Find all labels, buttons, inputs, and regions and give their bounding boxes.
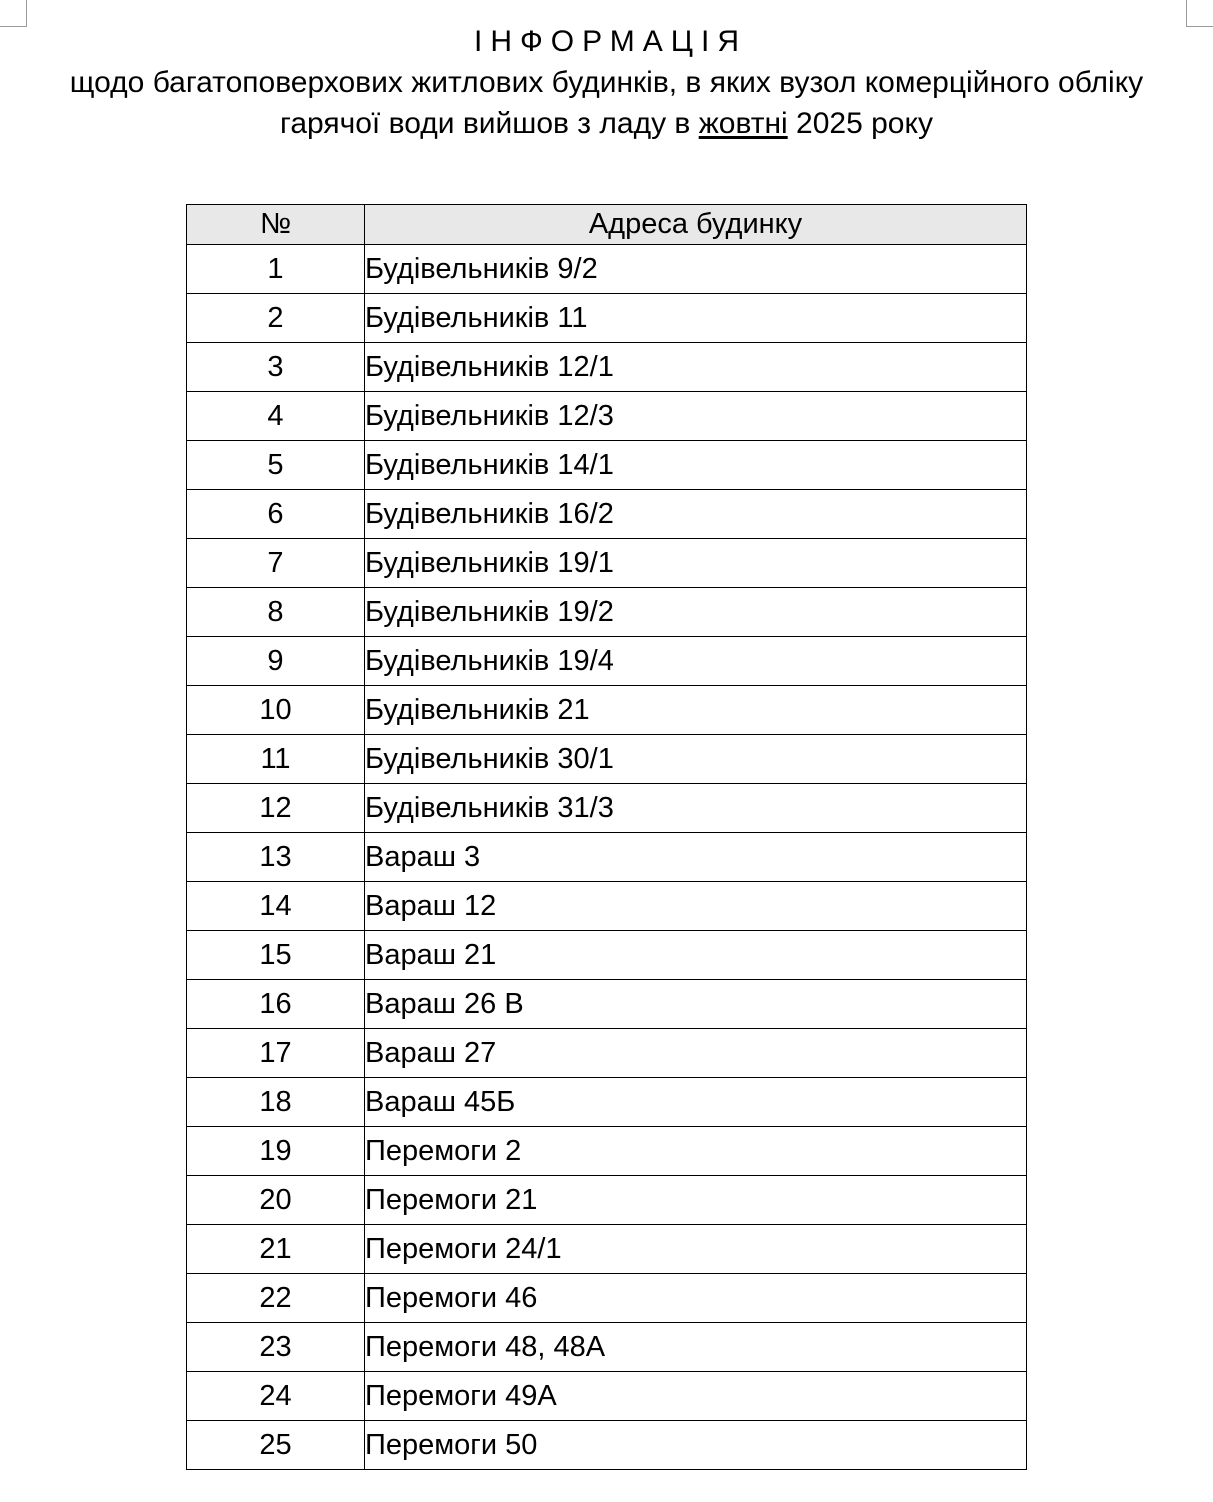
table-row bbox=[187, 1421, 1027, 1470]
row-number-cell: 6 bbox=[187, 490, 365, 539]
row-address-cell: Вараш 21 bbox=[365, 931, 1027, 980]
row-address-cell: Будівельників 21 bbox=[365, 686, 1027, 735]
row-address-cell: Перемоги 21 bbox=[365, 1176, 1027, 1225]
row-number-cell: 1 bbox=[187, 245, 365, 294]
row-number-cell: 17 bbox=[187, 1029, 365, 1078]
table-row bbox=[187, 784, 1027, 833]
table-row bbox=[187, 539, 1027, 588]
row-number-cell: 4 bbox=[187, 392, 365, 441]
row-address-cell: Вараш 26 В bbox=[365, 980, 1027, 1029]
row-number-cell: 11 bbox=[187, 735, 365, 784]
row-number-cell: 19 bbox=[187, 1127, 365, 1176]
row-address-cell: Будівельників 12/1 bbox=[365, 343, 1027, 392]
row-number-cell: 23 bbox=[187, 1323, 365, 1372]
table-row bbox=[187, 1225, 1027, 1274]
buildings-table bbox=[186, 204, 1027, 1470]
row-number-cell: 21 bbox=[187, 1225, 365, 1274]
column-header-address: Адреса будинку bbox=[365, 205, 1027, 245]
row-number-cell: 3 bbox=[187, 343, 365, 392]
table-row bbox=[187, 1176, 1027, 1225]
row-address-cell: Будівельників 30/1 bbox=[365, 735, 1027, 784]
subtitle-text-after-month: 2025 року bbox=[787, 107, 933, 140]
row-address-cell: Будівельників 19/1 bbox=[365, 539, 1027, 588]
row-address-cell: Будівельників 12/3 bbox=[365, 392, 1027, 441]
table-row bbox=[187, 392, 1027, 441]
row-address-cell: Перемоги 48, 48А bbox=[365, 1323, 1027, 1372]
table-row bbox=[187, 245, 1027, 294]
table-row bbox=[187, 833, 1027, 882]
table-row bbox=[187, 882, 1027, 931]
row-number-cell: 7 bbox=[187, 539, 365, 588]
row-number-cell: 18 bbox=[187, 1078, 365, 1127]
table-row bbox=[187, 735, 1027, 784]
row-number-cell: 14 bbox=[187, 882, 365, 931]
table-row bbox=[187, 1029, 1027, 1078]
row-address-cell: Перемоги 49А bbox=[365, 1372, 1027, 1421]
subtitle-text-before-month: гарячої води вийшов з ладу в bbox=[280, 107, 699, 140]
row-number-cell: 12 bbox=[187, 784, 365, 833]
row-number-cell: 22 bbox=[187, 1274, 365, 1323]
row-address-cell: Вараш 12 bbox=[365, 882, 1027, 931]
row-number-cell: 2 bbox=[187, 294, 365, 343]
row-number-cell: 20 bbox=[187, 1176, 365, 1225]
row-number-cell: 24 bbox=[187, 1372, 365, 1421]
table-row bbox=[187, 343, 1027, 392]
row-number-cell: 15 bbox=[187, 931, 365, 980]
row-number-cell: 13 bbox=[187, 833, 365, 882]
row-address-cell: Перемоги 46 bbox=[365, 1274, 1027, 1323]
table-header-row bbox=[187, 205, 1027, 245]
table-row bbox=[187, 588, 1027, 637]
row-address-cell: Будівельників 11 bbox=[365, 294, 1027, 343]
subtitle-month: жовтні bbox=[698, 107, 788, 140]
row-address-cell: Будівельників 9/2 bbox=[365, 245, 1027, 294]
table-row bbox=[187, 637, 1027, 686]
row-number-cell: 5 bbox=[187, 441, 365, 490]
document-heading bbox=[0, 22, 1213, 144]
table-row bbox=[187, 1127, 1027, 1176]
table-row bbox=[187, 294, 1027, 343]
row-address-cell: Будівельників 19/4 bbox=[365, 637, 1027, 686]
table-row bbox=[187, 1323, 1027, 1372]
row-address-cell: Вараш 27 bbox=[365, 1029, 1027, 1078]
table-row bbox=[187, 980, 1027, 1029]
table-row bbox=[187, 441, 1027, 490]
table-row bbox=[187, 1372, 1027, 1421]
row-address-cell: Перемоги 50 bbox=[365, 1421, 1027, 1470]
row-address-cell: Вараш 45Б bbox=[365, 1078, 1027, 1127]
table-row bbox=[187, 686, 1027, 735]
row-number-cell: 16 bbox=[187, 980, 365, 1029]
table-body bbox=[187, 245, 1027, 1470]
row-number-cell: 25 bbox=[187, 1421, 365, 1470]
row-address-cell: Будівельників 14/1 bbox=[365, 441, 1027, 490]
table-row bbox=[187, 931, 1027, 980]
column-header-number: № bbox=[187, 205, 365, 245]
row-number-cell: 9 bbox=[187, 637, 365, 686]
table-row bbox=[187, 490, 1027, 539]
row-address-cell: Будівельників 19/2 bbox=[365, 588, 1027, 637]
document-subtitle-line-1: щодо багатоповерхових житлових будинків, в яких вузол комерційного обліку bbox=[69, 66, 1144, 99]
table-row bbox=[187, 1078, 1027, 1127]
table-row bbox=[187, 1274, 1027, 1323]
row-address-cell: Будівельників 31/3 bbox=[365, 784, 1027, 833]
row-address-cell: Будівельників 16/2 bbox=[365, 490, 1027, 539]
document-title: ІНФОРМАЦІЯ bbox=[473, 25, 747, 58]
row-number-cell: 8 bbox=[187, 588, 365, 637]
row-number-cell: 10 bbox=[187, 686, 365, 735]
row-address-cell: Перемоги 24/1 bbox=[365, 1225, 1027, 1274]
document-subtitle-line-2 bbox=[0, 103, 1213, 144]
row-address-cell: Перемоги 2 bbox=[365, 1127, 1027, 1176]
row-address-cell: Вараш 3 bbox=[365, 833, 1027, 882]
